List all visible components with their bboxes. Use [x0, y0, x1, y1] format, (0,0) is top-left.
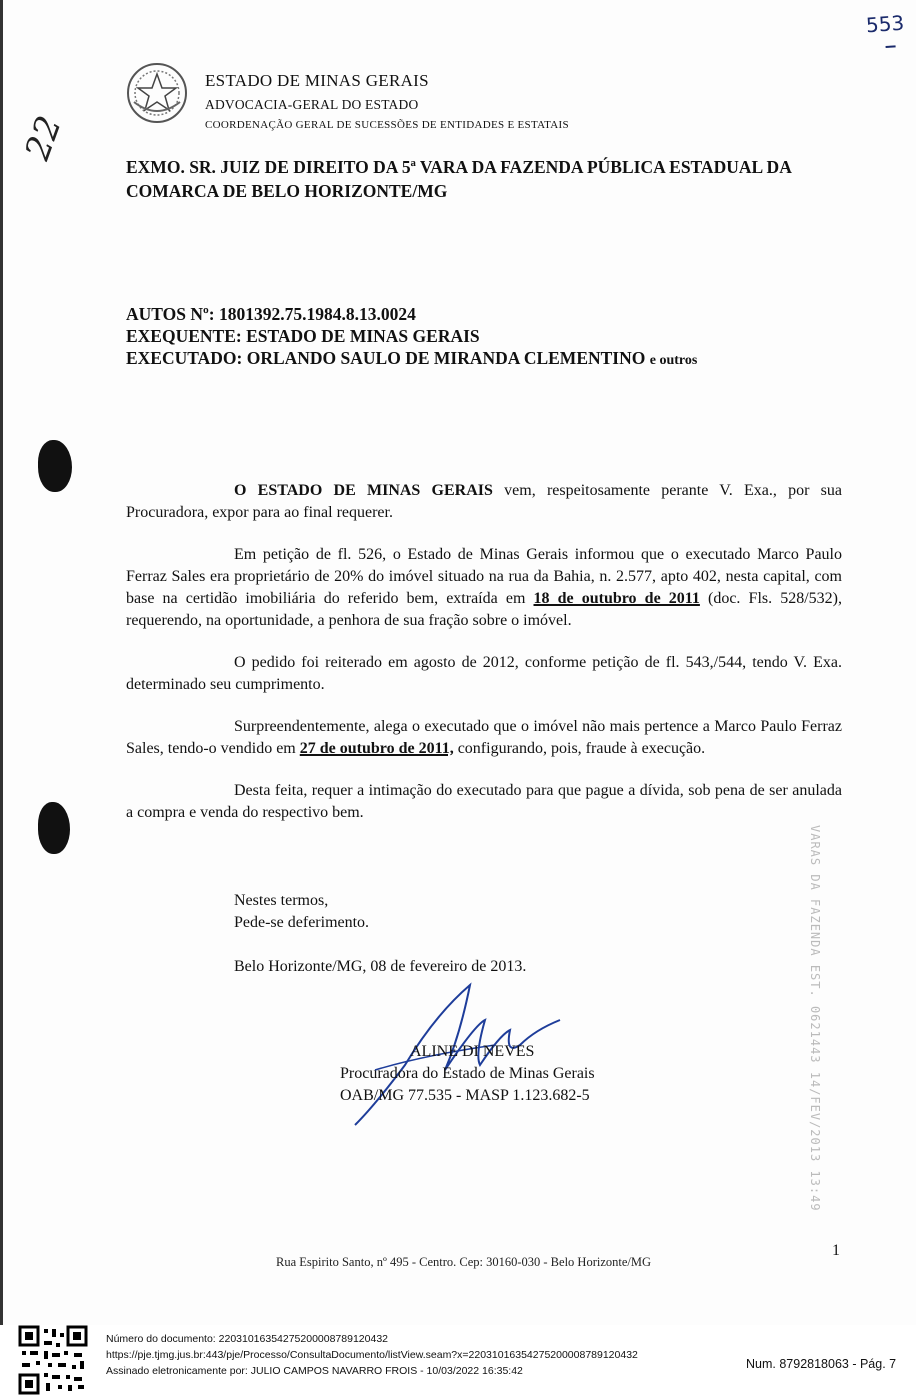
qr-code-icon — [18, 1325, 88, 1395]
paragraph-3: O pedido foi reiterado em agosto de 2012, conforme petição de fl. 543,/544, tendo V. Exa. determinado seu cumprimento. — [126, 654, 842, 693]
paragraph-4-date: 27 de outubro de 2011, — [299, 740, 454, 757]
signer-oab: OAB/MG 77.535 - MASP 1.123.682-5 — [340, 1087, 590, 1104]
case-number: AUTOS Nº: 1801392.75.1984.8.13.0024 — [126, 304, 416, 324]
closing-line-2: Pede-se deferimento. — [234, 914, 370, 931]
letterhead-agency: ADVOCACIA-GERAL DO ESTADO — [205, 97, 419, 112]
petition-body — [126, 480, 842, 844]
document-number: Número do documento: 22031016354275200008789120432 — [106, 1333, 388, 1345]
letterhead — [205, 71, 569, 131]
paragraph-1-text: vem, respeitosamente perante V. Exa., por sua Procuradora, expor para ao final requerer. — [126, 482, 843, 521]
footer-address: Rua Espirito Santo, nº 495 - Centro. Cep: 30160-030 - Belo Horizonte/MG — [276, 1255, 652, 1269]
electronic-metadata — [106, 1331, 638, 1379]
paragraph-1-bold: O ESTADO DE MINAS GERAIS — [234, 482, 493, 499]
handwritten-page-number: 553 — [865, 10, 905, 38]
addressee: EXMO. SR. JUIZ DE DIREITO DA 5ª VARA DA FAZENDA PÚBLICA ESTADUAL DA COMARCA DE BELO HORIZONTE/MG — [126, 157, 791, 201]
paragraph-5: Desta feita, requer a intimação do executado para que pague a dívida, sob pena de ser anulada a compra e venda do respectivo bem. — [126, 782, 842, 821]
page-number: 1 — [832, 1242, 840, 1259]
signer-name: ALINE DI NEVES — [410, 1043, 535, 1060]
signer-block — [340, 1041, 595, 1107]
paragraph-4 — [126, 716, 842, 760]
case-info — [126, 303, 697, 372]
executado-suffix: e outros — [649, 353, 698, 368]
case-executado — [126, 347, 697, 372]
protocol-stamp: VARAS DA FAZENDA EST. 0621443 14/FEV/2013 13:49 — [808, 825, 822, 1212]
date-line: Belo Horizonte/MG, 08 de fevereiro de 2013. — [234, 958, 527, 975]
case-exequente: EXEQUENTE: ESTADO DE MINAS GERAIS — [126, 326, 480, 346]
handwritten-margin-note: 22 — [17, 110, 70, 166]
executado-name: EXECUTADO: ORLANDO SAULO DE MIRANDA CLEMENTINO — [126, 348, 646, 368]
hole-punch-mark — [38, 802, 70, 854]
signed-by: Assinado eletronicamente por: JULIO CAMPOS NAVARRO FROIS - 10/03/2022 16:35:42 — [106, 1365, 523, 1377]
paragraph-1 — [126, 480, 842, 524]
closing — [234, 890, 369, 934]
closing-line-1: Nestes termos, — [234, 892, 329, 909]
paragraph-2-text-b: (doc. Fls. 528/532), requerendo, na oportunidade, a penhora de sua fração sobre o imóvel. — [126, 590, 842, 629]
num-page: Num. 8792818063 - Pág. 7 — [746, 1357, 897, 1371]
letterhead-state: ESTADO DE MINAS GERAIS — [205, 71, 429, 90]
state-seal-icon — [126, 62, 188, 124]
letterhead-department: COORDENAÇÃO GERAL DE SUCESSÕES DE ENTIDADES E ESTATAIS — [205, 119, 569, 131]
paragraph-2-date: 18 de outubro de 2011 — [533, 590, 700, 607]
document-url[interactable]: https://pje.tjmg.jus.br:443/pje/Processo/ConsultaDocumento/listView.seam?x=22031016354275200008789120432 — [106, 1349, 638, 1361]
paragraph-2-text-a: Em petição de fl. 526, o Estado de Minas Gerais informou que o executado Marco Paulo Ferraz Sales era proprietário de 20% do imóvel situado na rua da Bahia, n. 2.577, apto 402, nesta capital, com base na certidão imobiliária do referido bem, extraída em — [126, 546, 842, 607]
paragraph-4-text-b: configurando, pois, fraude à execução. — [453, 740, 706, 757]
signer-title: Procuradora do Estado de Minas Gerais — [340, 1065, 595, 1082]
scan-edge — [0, 0, 3, 1325]
paragraph-2 — [126, 544, 842, 632]
hole-punch-mark — [38, 440, 72, 492]
paragraph-4-text-a: Surpreendentemente, alega o executado que o imóvel não mais pertence a Marco Paulo Ferraz Sales, tendo-o vendido em — [126, 718, 842, 757]
